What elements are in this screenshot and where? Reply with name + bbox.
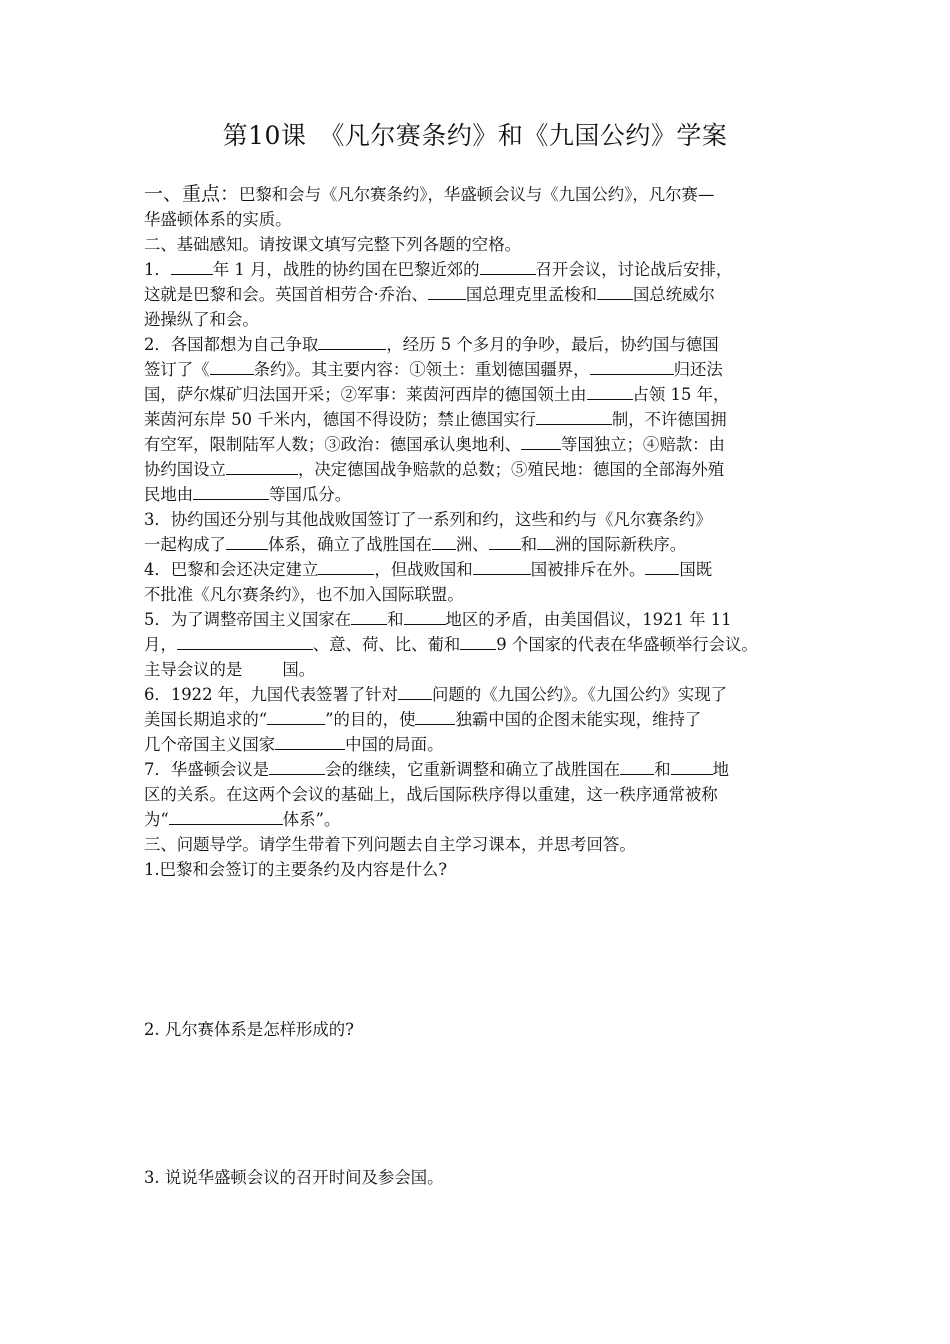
blank[interactable] bbox=[318, 333, 386, 350]
blank[interactable] bbox=[177, 633, 313, 650]
blank[interactable] bbox=[587, 383, 633, 400]
blank[interactable] bbox=[318, 558, 374, 575]
q2-line6: 协约国设立 ，决定德国战争赔款的总数；⑤殖民地：德国的全部海外殖 bbox=[144, 460, 725, 479]
q2-line7: 民地由 等国瓜分。 bbox=[144, 485, 352, 504]
q4-line2: 不批准《凡尔赛条约》，也不加入国际联盟。 bbox=[144, 585, 464, 604]
blank[interactable] bbox=[226, 458, 298, 475]
q5-line1: 5．为了调整帝国主义国家在 和 地区的矛盾，由美国倡议，1921 年 11 bbox=[144, 610, 732, 629]
blank[interactable] bbox=[169, 808, 283, 825]
section1-line1: 一、重点：巴黎和会与《凡尔赛条约》，华盛顿会议与《九国公约》，凡尔赛— bbox=[144, 183, 715, 205]
q2-line3: 国，萨尔煤矿归法国开采；②军事：莱茵河西岸的德国领土由 占领 15 年， bbox=[144, 385, 730, 404]
blank[interactable] bbox=[415, 708, 455, 725]
q6-line2: 美国长期追求的“ ”的目的，使 独霸中国的企图未能实现，维持了 bbox=[144, 710, 702, 729]
q2-line4: 莱茵河东岸 50 千米内，德国不得设防；禁止德国实行 制，不许德国拥 bbox=[144, 410, 727, 429]
blank[interactable] bbox=[536, 408, 612, 425]
blank[interactable] bbox=[275, 733, 345, 750]
section1-line2: 华盛顿体系的实质。 bbox=[144, 210, 292, 229]
q5-line2: 月， 、意、荷、比、葡和 9 个国家的代表在华盛顿举行会议。 bbox=[144, 635, 758, 654]
section3-q3: 3. 说说华盛顿会议的召开时间及参会国。 bbox=[144, 1168, 444, 1187]
blank[interactable] bbox=[460, 633, 496, 650]
q3-line2: 一起构成了 体系，确立了战胜国在 洲、 和 洲的国际新秩序。 bbox=[144, 535, 687, 554]
q1-line2: 这就是巴黎和会。英国首相劳合·乔治、 国总理克里孟梭和 国总统威尔 bbox=[144, 285, 715, 304]
q7-line2: 区的关系。在这两个会议的基础上，战后国际秩序得以重建，这一秩序通常被称 bbox=[144, 785, 718, 804]
q6-line1: 6．1922 年，九国代表签署了针对 问题的《九国公约》。《九国公约》实现了 bbox=[144, 685, 728, 704]
q1-line3: 逊操纵了和会。 bbox=[144, 310, 259, 329]
blank[interactable] bbox=[398, 683, 432, 700]
blank[interactable] bbox=[267, 708, 325, 725]
main-content bbox=[144, 182, 814, 882]
section3-heading: 三、问题导学。请学生带着下列问题去自主学习课本，并思考回答。 bbox=[144, 835, 636, 854]
q2-line1: 2．各国都想为自己争取 ，经历 5 个多月的争吵，最后，协约国与德国 bbox=[144, 335, 719, 354]
blank[interactable] bbox=[432, 533, 456, 550]
blank[interactable] bbox=[428, 283, 466, 300]
blank[interactable] bbox=[620, 758, 654, 775]
q7-line3: 为“ 体系”。 bbox=[144, 810, 341, 829]
blank[interactable] bbox=[480, 258, 536, 275]
blank[interactable] bbox=[193, 483, 269, 500]
blank[interactable] bbox=[226, 533, 268, 550]
blank[interactable] bbox=[210, 358, 254, 375]
q2-line5: 有空军，限制陆军人数；③政治：德国承认奥地利、 等国独立；④赔款：由 bbox=[144, 435, 725, 454]
q6-line3: 几个帝国主义国家 中国的局面。 bbox=[144, 735, 444, 754]
q1-line1: 1． 年 1 月，战胜的协约国在巴黎近郊的 召开会议，讨论战后安排， bbox=[144, 260, 733, 279]
q2-line2: 签订了《 条约》。其主要内容：①领土：重划德国疆界， 归还法 bbox=[144, 360, 723, 379]
blank[interactable] bbox=[404, 608, 446, 625]
blank[interactable] bbox=[351, 608, 387, 625]
section1-heading: 一、重点： bbox=[144, 183, 240, 205]
blank[interactable] bbox=[269, 758, 325, 775]
blank[interactable] bbox=[489, 533, 521, 550]
section3-q1: 1.巴黎和会签订的主要条约及内容是什么? bbox=[144, 860, 448, 879]
section2-heading: 二、基础感知。请按课文填写完整下列各题的空格。 bbox=[144, 235, 521, 254]
blank[interactable] bbox=[597, 283, 633, 300]
blank[interactable] bbox=[590, 358, 674, 375]
section3-q2: 2. 凡尔赛体系是怎样形成的? bbox=[144, 1020, 354, 1039]
blank[interactable] bbox=[171, 258, 213, 275]
blank[interactable] bbox=[671, 758, 713, 775]
q4-line1: 4．巴黎和会还决定建立 ，但战败国和 国被排斥在外。 国既 bbox=[144, 560, 713, 579]
q5-line3: 主导会议的是 国。 bbox=[144, 660, 316, 679]
q7-line1: 7．华盛顿会议是 会的继续，它重新调整和确立了战胜国在 和 地 bbox=[144, 760, 729, 779]
q3-line1: 3．协约国还分别与其他战败国签订了一系列和约，这些和约与《凡尔赛条约》 bbox=[144, 510, 712, 529]
page-title: 第10课 《凡尔赛条约》和《九国公约》学案 bbox=[222, 121, 728, 150]
blank[interactable] bbox=[473, 558, 531, 575]
blank[interactable] bbox=[645, 558, 679, 575]
blank[interactable] bbox=[537, 533, 555, 550]
blank[interactable] bbox=[521, 433, 561, 450]
